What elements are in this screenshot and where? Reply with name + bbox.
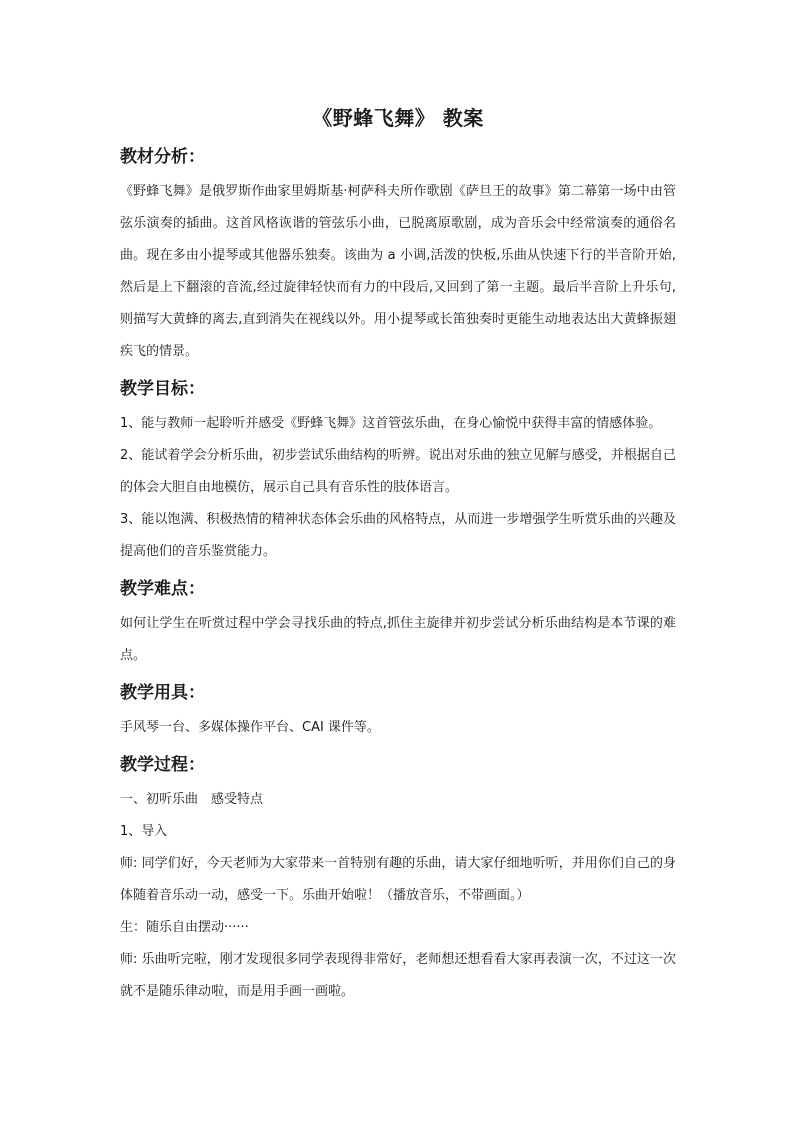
paragraph: 师: 同学们好，今天老师为大家带来一首特别有趣的乐曲，请大家仔细地听听，并用你们自己的身体随着音乐动一动，感受一下。乐曲开始啦！（播放音乐，不带画面。） — [120, 856, 676, 903]
section-heading: 教学难点： — [120, 579, 205, 599]
section-heading: 教材分析： — [120, 147, 205, 167]
paragraph: 3、能以饱满、积极热情的精神状态体会乐曲的风格特点，从而进一步增强学生听赏乐曲的兴趣及提高他们的音乐鉴赏能力。 — [120, 512, 676, 559]
section-heading: 教学用具： — [120, 683, 205, 703]
paragraph: 一、初听乐曲 感受特点 — [120, 792, 264, 807]
paragraph: 1、能与教师一起聆听并感受《野蜂飞舞》这首管弦乐曲，在身心愉悦中获得丰富的情感体验。 — [120, 416, 662, 431]
section-heading: 教学目标： — [120, 379, 205, 399]
paragraph: 《野蜂飞舞》是俄罗斯作曲家里姆斯基·柯萨科夫所作歌剧《萨旦王的故事》第二幕第一场中由管弦乐演奏的插曲。这首风格诙谐的管弦乐小曲，已脱离原歌剧，成为音乐会中经常演奏的通俗名曲。现在多由小提琴或其他器乐独奏。该曲为 a 小调,活泼的快板,乐曲从快速下行的半音阶开始,然后是上下翻滚的音流,经过旋律轻快而有力的中段后,又回到了第一主题。最后半音阶上升乐句,则描写大黄蜂的离去,直到消失在视线以外。用小提琴或长笛独奏时更能生动地表达出大黄蜂振翅疾飞的情景。 — [120, 184, 676, 359]
section-textbook-analysis — [120, 144, 676, 368]
paragraph: 2、能试着学会分析乐曲，初步尝试乐曲结构的听辨。说出对乐曲的独立见解与感受，并根据自己的体会大胆自由地模仿，展示自己具有音乐性的肢体语言。 — [120, 448, 676, 495]
paragraph: 手风琴一台、多媒体操作平台、CAI 课件等。 — [120, 720, 380, 735]
section-teaching-goals — [120, 376, 676, 568]
document-title: 《野蜂飞舞》 教案 — [312, 106, 484, 130]
paragraph: 如何让学生在听赏过程中学会寻找乐曲的特点,抓住主旋律并初步尝试分析乐曲结构是本节课的难点。 — [120, 616, 676, 663]
section-teaching-tools — [120, 680, 676, 744]
document-page — [120, 104, 676, 1008]
paragraph: 师: 乐曲听完啦，刚才发现很多同学表现得非常好，老师想还想看看大家再表演一次，不过这一次就不是随乐律动啦，而是用手画一画啦。 — [120, 952, 676, 999]
paragraph: 生：随乐自由摆动······ — [120, 920, 249, 935]
section-teaching-difficulties — [120, 576, 676, 672]
section-heading: 教学过程： — [120, 755, 205, 775]
section-teaching-process — [120, 752, 676, 1008]
paragraph: 1、导入 — [120, 824, 168, 839]
